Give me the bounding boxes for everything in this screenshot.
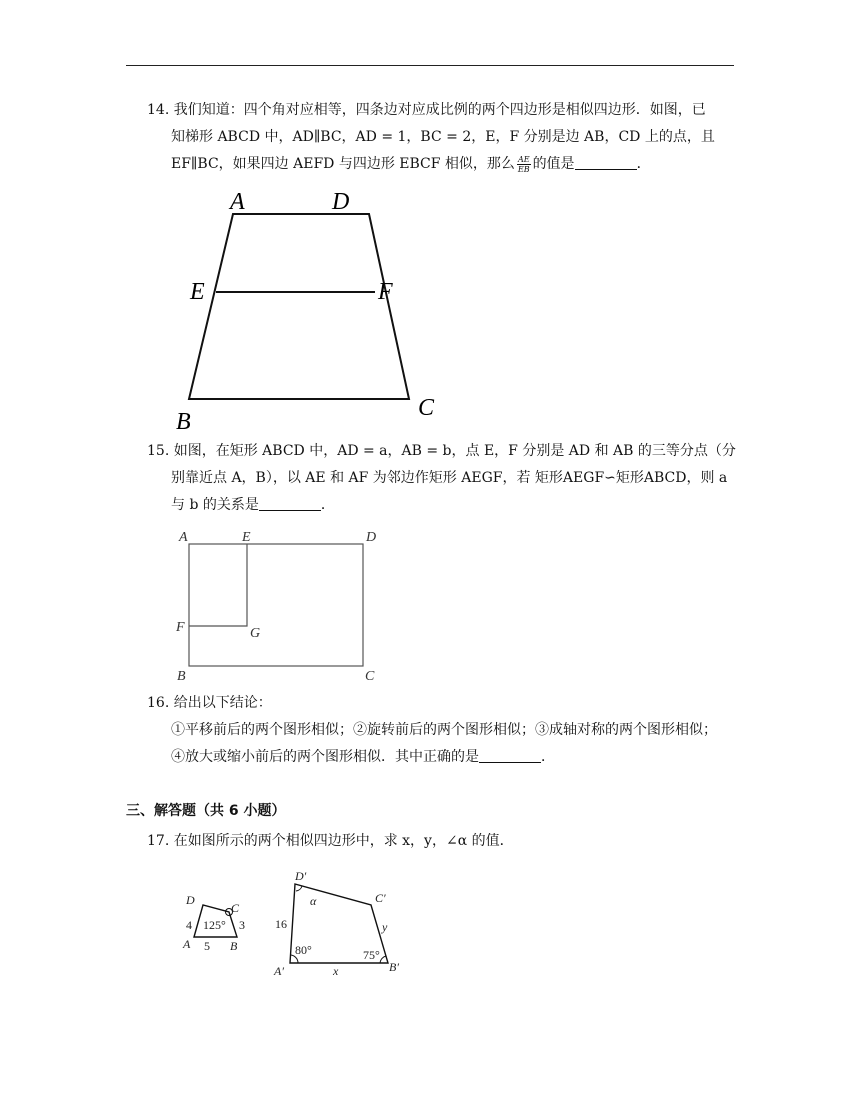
q17-small-quadrilateral-figure: [180, 890, 260, 960]
q17-large-label-b: B′: [389, 960, 399, 974]
question-14: [147, 97, 737, 178]
q17-large-side-right: y: [382, 920, 388, 934]
q15-line-3-text: 与 b 的关系是: [171, 497, 259, 513]
q14-label-a: A: [230, 189, 245, 215]
q14-fraction-denominator: EB: [517, 164, 530, 174]
q17-large-label-c: C′: [375, 891, 386, 905]
q17-small-side-right: 3: [239, 918, 245, 932]
q15-line-2: 别靠近点 A，B），以 AE 和 AF 为邻边作矩形 AEGF，若 矩形AEGF∽矩形ABCD，则 a: [171, 470, 728, 486]
section-3-heading: 三、解答题（共 6 小题）: [126, 803, 286, 819]
q17-large-label-d: D′: [295, 869, 307, 883]
q17-small-label-c: C: [231, 901, 240, 915]
q15-label-g: G: [250, 626, 261, 641]
q14-line-2: 知梯形 ABCD 中，AD∥BC，AD = 1，BC = 2，E，F 分别是边 AB，CD 上的点，且: [171, 129, 715, 145]
q15-rectangle-aegf: [189, 544, 247, 626]
q17-large-side-left: 16: [275, 917, 287, 931]
q17-large-angle-mark-d: [296, 886, 302, 891]
q14-line-1: 14. 我们知道：四个角对应相等，四条边对应成比例的两个四边形是相似四边形．如图，已: [147, 102, 706, 118]
q17-large-angle-mark-b: [380, 956, 386, 963]
q17-line-1: 17. 在如图所示的两个相似四边形中，求 x，y，∠α 的值．: [147, 833, 514, 849]
q15-line-3: [147, 492, 737, 519]
q17-small-side-left: 4: [186, 918, 192, 932]
q14-fraction: [517, 155, 531, 174]
q15-label-a: A: [179, 530, 188, 545]
q17-small-side-bottom: 5: [204, 939, 210, 953]
q14-line-3-end: ．: [636, 156, 651, 172]
q16-line-3: [147, 744, 737, 771]
q15-label-e: E: [242, 530, 251, 545]
q15-line-3-end: ．: [320, 497, 335, 513]
q15-answer-blank[interactable]: [259, 496, 321, 511]
q14-label-c: C: [418, 395, 435, 421]
q15-rectangle-figure: [170, 525, 390, 690]
q14-line-3-post: 的值是: [532, 156, 575, 172]
header-rule: [126, 65, 734, 66]
q17-large-angle-alpha: α: [310, 894, 317, 908]
q15-label-b: B: [177, 669, 186, 684]
q16-line-3-text: ④放大或缩小前后的两个图形相似．其中正确的是: [171, 749, 479, 765]
q17-large-angle-b: 75°: [363, 948, 380, 962]
q17-large-angle-a: 80°: [295, 943, 312, 957]
q14-answer-blank[interactable]: [575, 155, 637, 170]
q16-line-1: 16. 给出以下结论：: [147, 695, 272, 711]
question-16: [147, 690, 737, 771]
question-15: [147, 438, 737, 519]
q14-fraction-numerator: AE: [517, 154, 530, 164]
q17-small-angle-label: 125°: [203, 918, 226, 932]
q17-large-side-bottom: x: [333, 964, 339, 978]
q14-line-3-pre: EF∥BC，如果四边 AEFD 与四边形 EBCF 相似，那么: [171, 156, 515, 172]
q16-line-2: ①平移前后的两个图形相似；②旋转前后的两个图形相似；③成轴对称的两个图形相似；: [171, 722, 717, 738]
q14-trapezoid: [189, 214, 409, 399]
q14-label-d: D: [332, 189, 350, 215]
q17-large-quadrilateral-figure: [268, 865, 418, 980]
q17-small-label-a: A: [183, 937, 191, 951]
q16-line-3-end: ．: [541, 749, 555, 765]
q14-label-b: B: [176, 409, 191, 435]
q14-trapezoid-figure: [170, 185, 450, 435]
q16-answer-blank[interactable]: [479, 748, 541, 763]
q17-large-label-a: A′: [274, 964, 284, 978]
q15-label-d: D: [366, 530, 377, 545]
q15-label-c: C: [365, 669, 375, 684]
q17-small-label-d: D: [186, 893, 195, 907]
q17-small-label-b: B: [230, 939, 238, 953]
q15-rectangle-abcd: [189, 544, 363, 666]
question-17: [147, 828, 737, 855]
q15-label-f: F: [176, 620, 185, 635]
q14-line-3: [147, 151, 737, 178]
q14-label-e: E: [190, 279, 205, 305]
q15-line-1: 15. 如图，在矩形 ABCD 中，AD = a，AB = b，点 E，F 分别是 AD 和 AB 的三等分点（分: [147, 443, 736, 459]
q14-label-f: F: [378, 279, 393, 305]
